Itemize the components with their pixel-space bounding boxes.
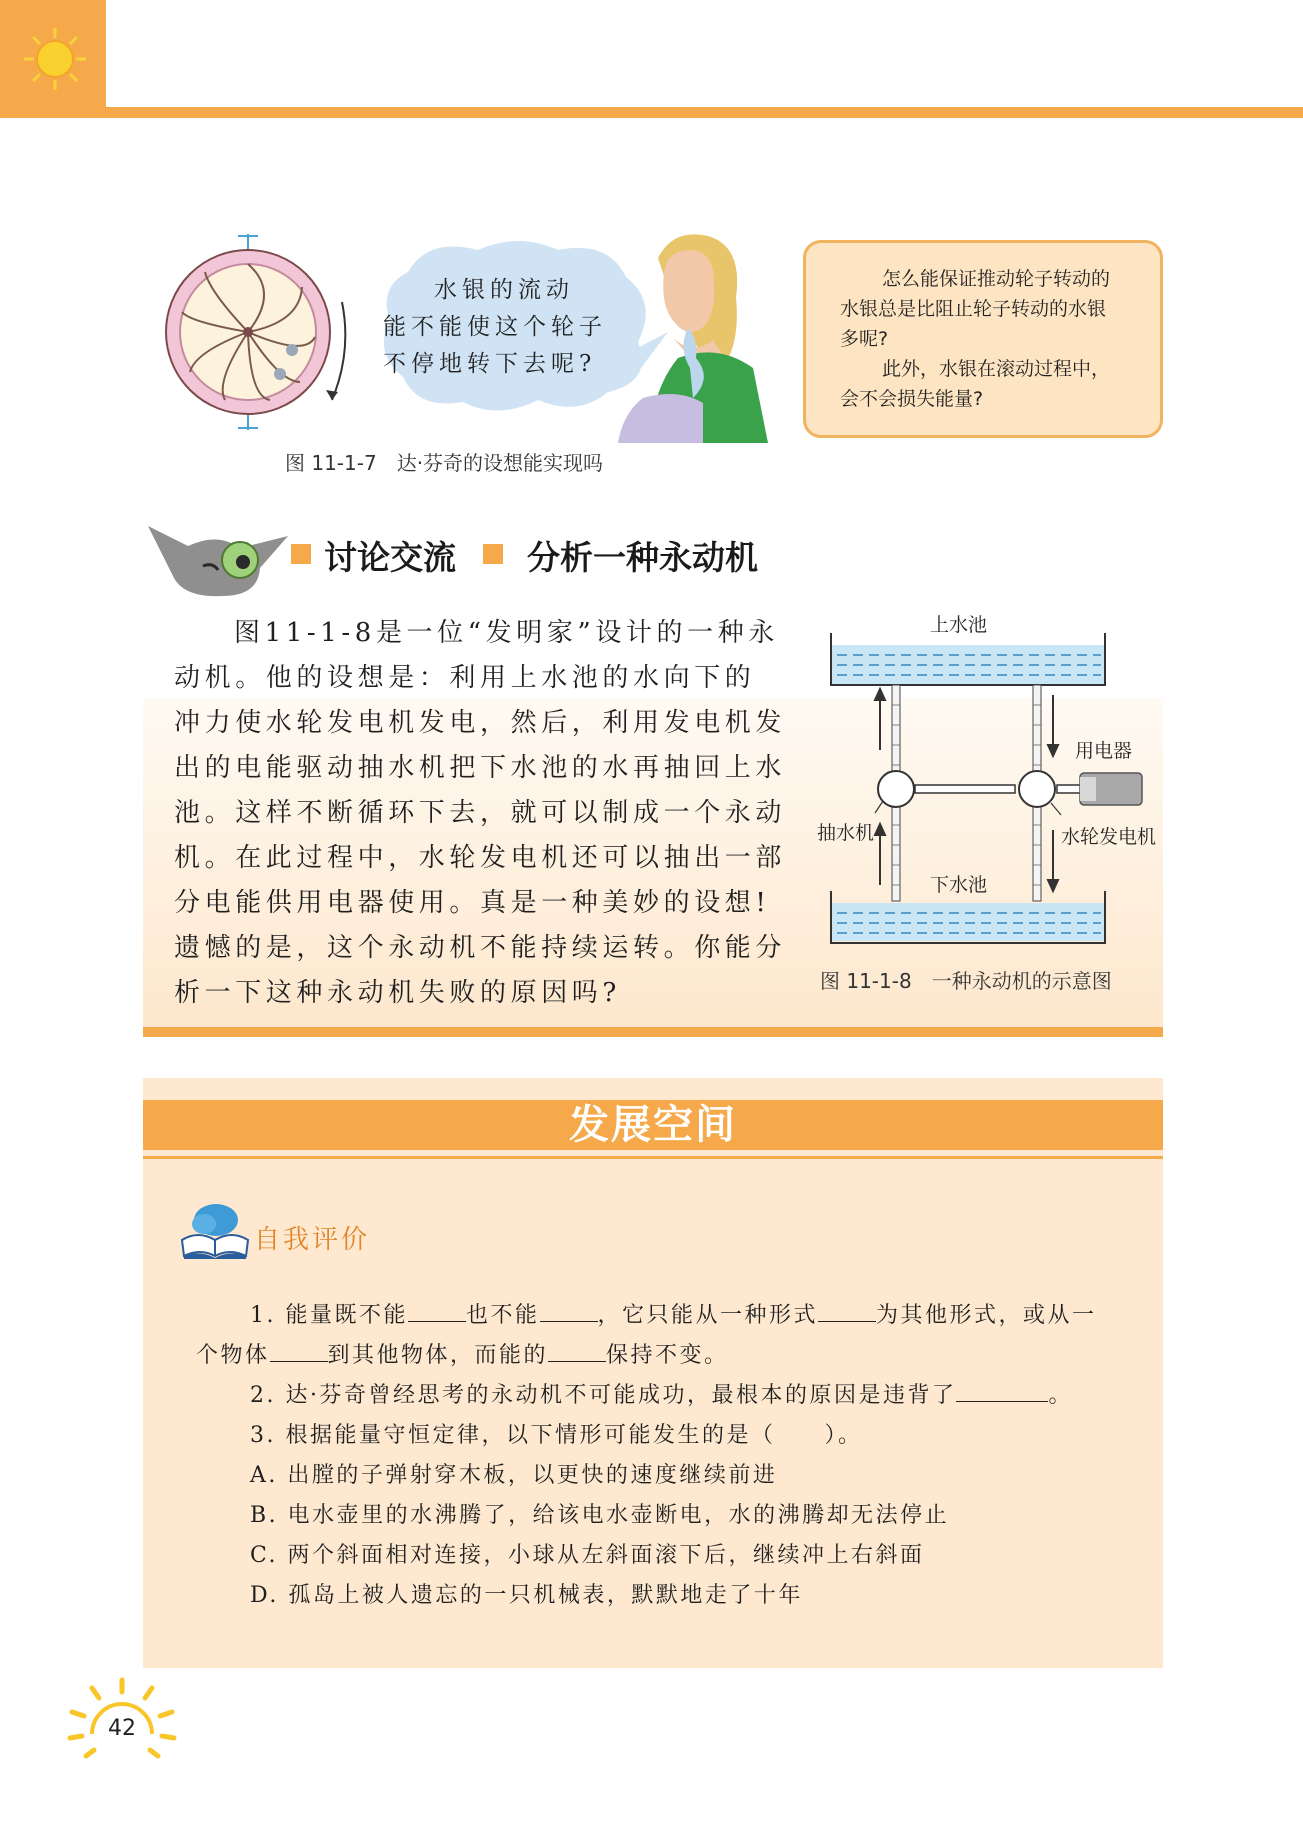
answer-blank[interactable] [270,1341,328,1362]
section-marker-square [291,544,311,564]
option-d: D. 孤岛上被人遗忘的一只机械表，默默地走了十年 [250,1583,803,1608]
discussion-line-8: 遗憾的是，这个永动机不能持续运转。你能分 [174,933,787,963]
da-vinci-illustration [618,228,768,443]
mercury-wheel-illustration [160,232,360,432]
discussion-line-5: 池。这样不断循环下去，就可以制成一个永动 [174,798,787,828]
answer-blank[interactable] [818,1301,876,1322]
discussion-line-4: 出的电能驱动抽水机把下水池的水再抽回上水 [174,753,787,783]
answer-blank[interactable] [548,1341,606,1362]
sun-icon [22,26,88,92]
discussion-line-3: 冲力使水轮发电机发电，然后，利用发电机发 [174,708,787,738]
exercise-2: 2. 达·芬奇曾经思考的永动机不可能成功，最根本的原因是违背了 。 [250,1383,1073,1408]
thought-line-1: 水银的流动 [434,277,574,303]
thought-line-3: 不停地转下去呢? [383,351,597,377]
discussion-line-2: 动机。他的设想是：利用上水池的水向下的 [174,663,756,693]
development-banner-rule [143,1156,1163,1159]
discussion-label: 讨论交流 [324,538,456,577]
diagram-label-generator: 水轮发电机 [1061,826,1157,848]
question-line-1: 怎么能保证推动轮子转动的 [882,268,1111,290]
question-line-2: 水银总是比阻止轮子转动的水银 [840,298,1107,320]
diagram-label-pump: 抽水机 [817,822,875,844]
option-b: B. 电水壶里的水沸腾了，给该电水壶断电，水的沸腾却无法停止 [250,1503,950,1528]
discussion-line-7: 分电能供用电器使用。真是一种美妙的设想! [174,888,771,918]
figure-caption-11-1-7: 图 11-1-7 达·芬奇的设想能实现吗 [285,451,604,475]
option-c: C. 两个斜面相对连接，小球从左斜面滚下后，继续冲上右斜面 [250,1543,925,1568]
self-evaluation-title: 自我评价 [254,1225,371,1255]
perpetual-motion-diagram [815,625,1155,950]
page-number: 42 [108,1716,136,1741]
question-line-3: 多呢? [840,328,889,350]
answer-blank[interactable] [540,1301,598,1322]
discussion-bottom-rule [143,1027,1163,1037]
discussion-line-6: 机。在此过程中，水轮发电机还可以抽出一部 [174,843,787,873]
section-marker-square [483,544,503,564]
diagram-label-upper-pool: 上水池 [930,614,988,636]
question-line-5: 会不会损失能量? [840,388,984,410]
exercise-1-line-1: 1. 能量既不能 也不能 ，它只能从一种形式 为其他形式，或从一 [250,1303,1097,1328]
exercise-1-line-2: 个物体 到其他物体，而能的 保持不变。 [196,1343,729,1368]
discussion-line-1: 图11-1-8是一位“发明家”设计的一种永 [234,618,779,648]
answer-blank[interactable] [956,1381,1048,1402]
development-title: 发展空间 [569,1102,737,1148]
question-line-4: 此外，水银在滚动过程中， [882,358,1111,380]
owl-mascot-icon [148,518,288,598]
answer-blank[interactable] [408,1301,466,1322]
thought-line-2: 能不能使这个轮子 [383,314,607,340]
exercise-3: 3. 根据能量守恒定律，以下情形可能发生的是（ ）。 [250,1423,863,1448]
header-rule [106,107,1303,118]
diagram-label-lower-pool: 下水池 [930,874,988,896]
discussion-line-9: 析一下这种永动机失败的原因吗? [174,978,621,1008]
diagram-label-appliance: 用电器 [1075,740,1133,762]
open-book-icon [180,1200,250,1260]
discussion-topic: 分析一种永动机 [527,538,758,577]
option-a: A. 出膛的子弹射穿木板，以更快的速度继续前进 [250,1463,778,1488]
figure-caption-11-1-8: 图 11-1-8 一种永动机的示意图 [820,969,1112,993]
